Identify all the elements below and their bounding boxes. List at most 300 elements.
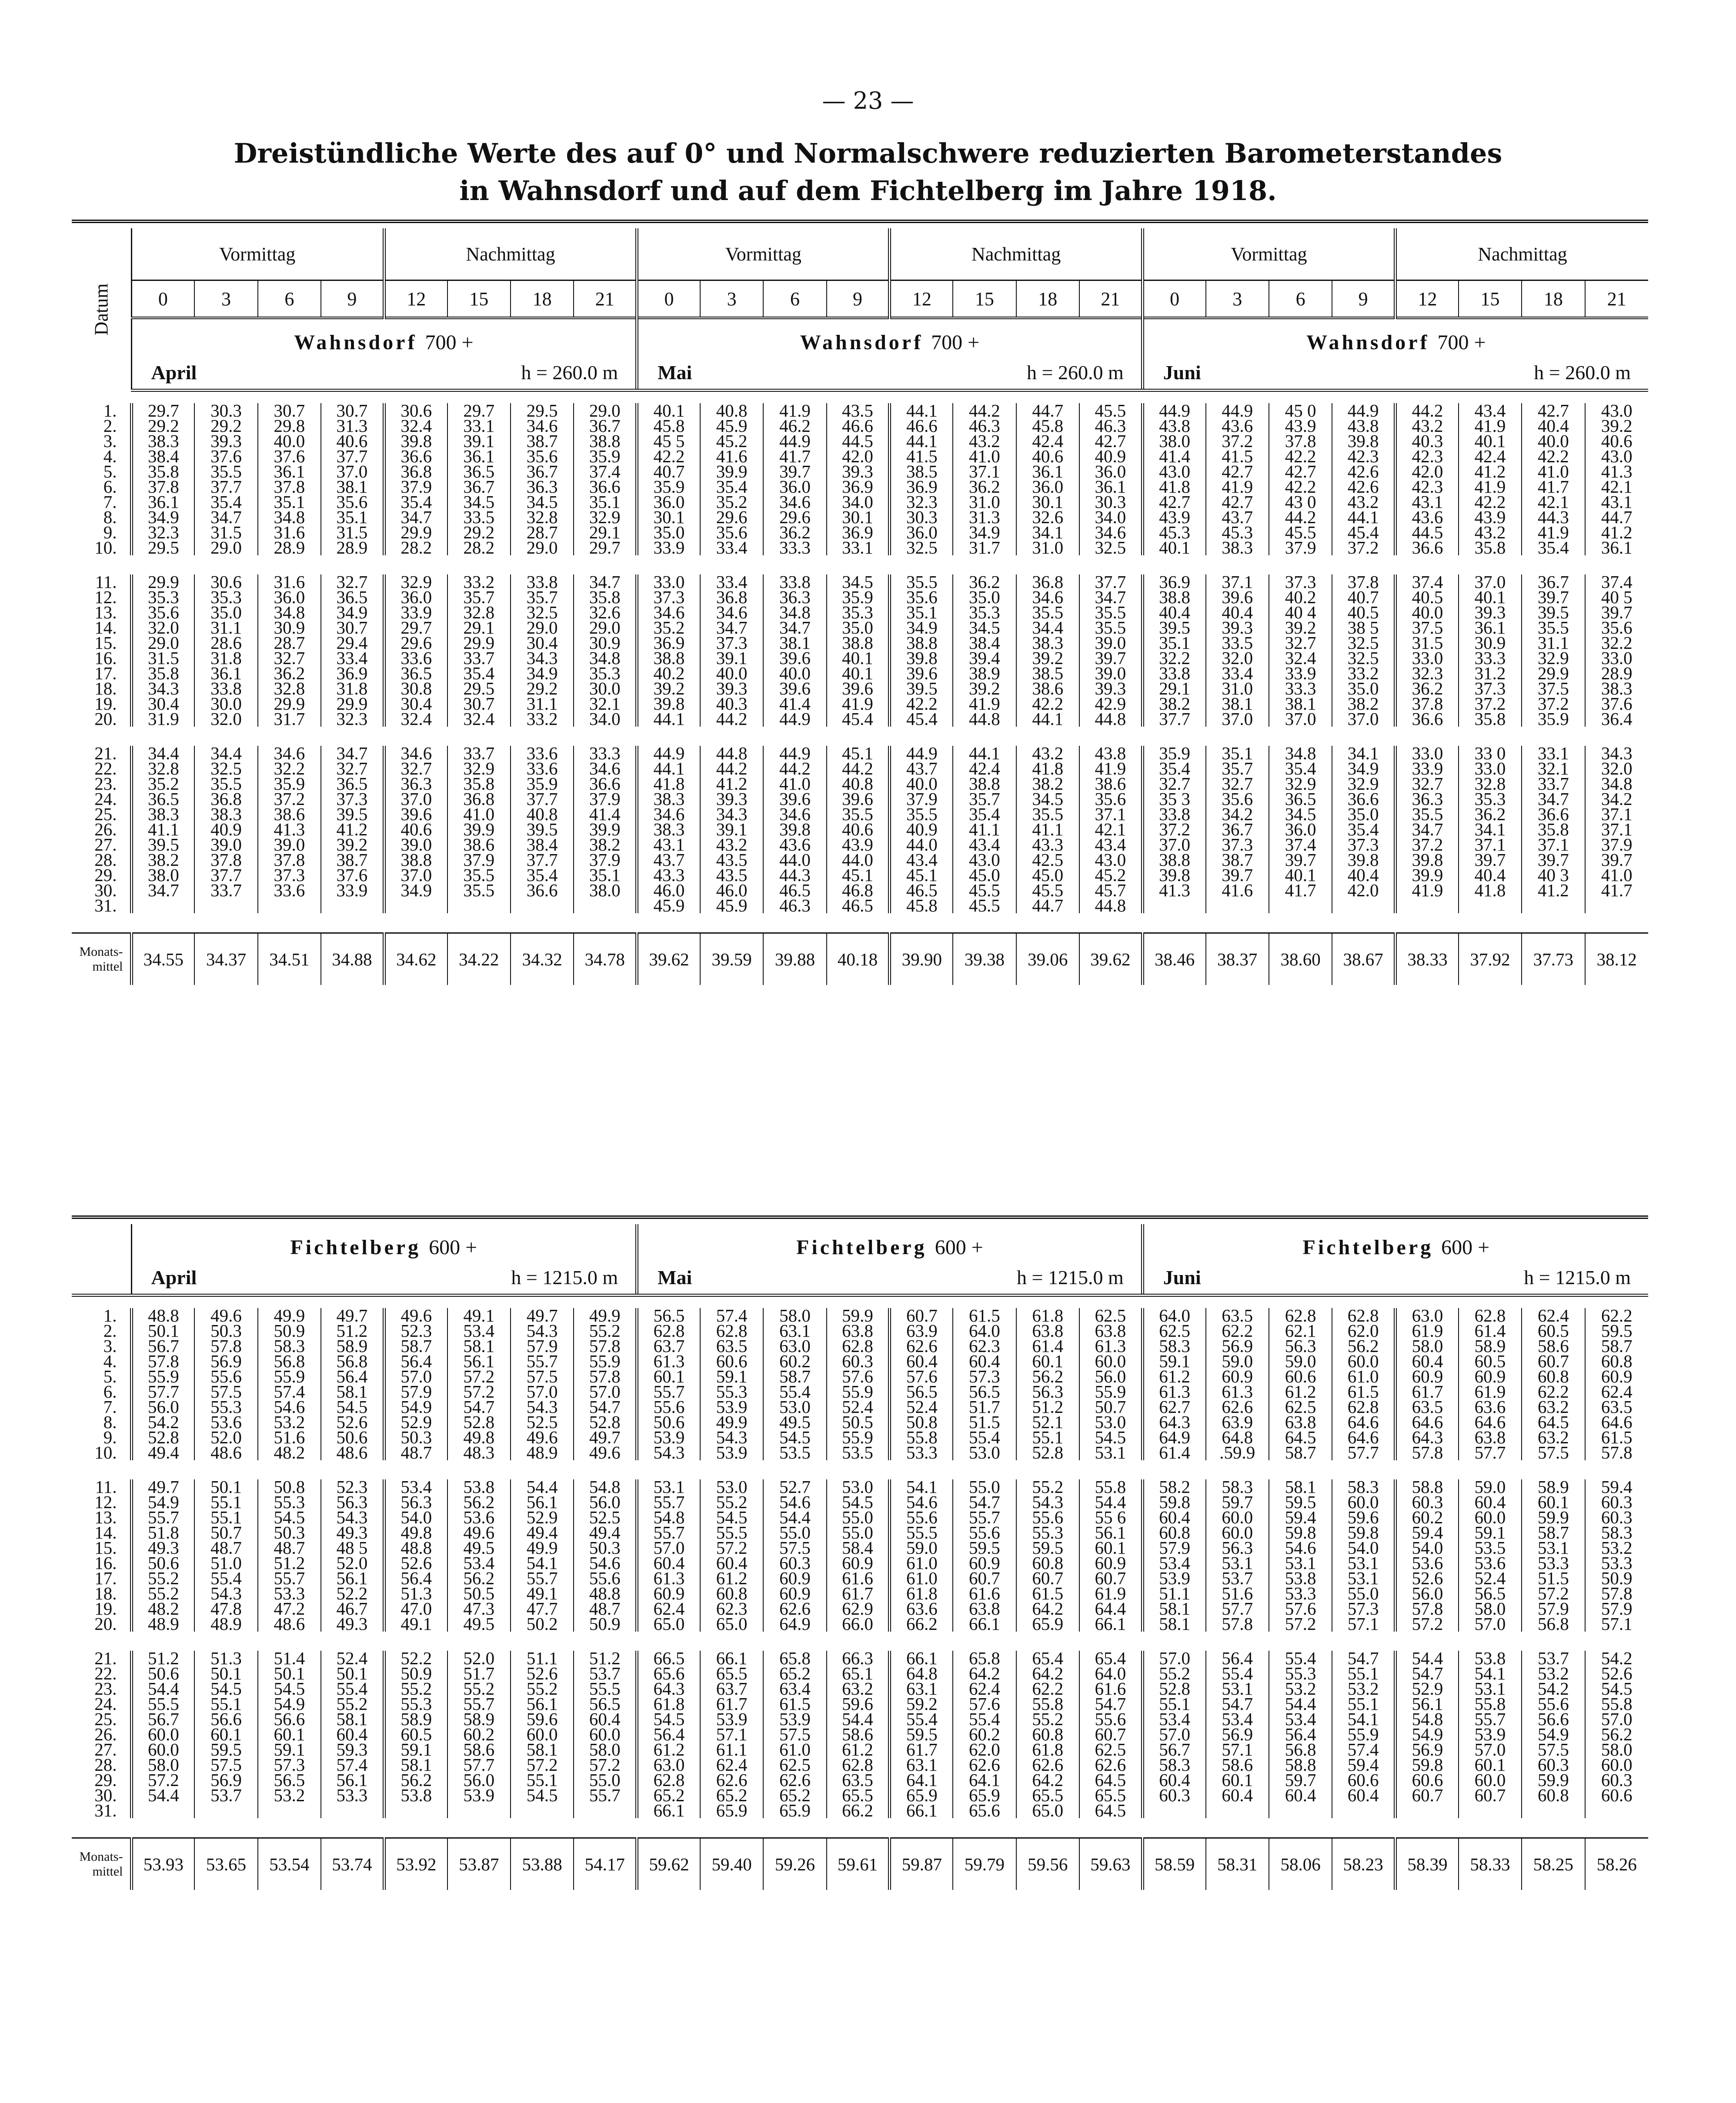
value-cell: 45.5 [1016,883,1079,898]
value-cell: 66.5 [637,1651,700,1666]
value-cell: 44.7 [1016,403,1079,418]
value-cell: 49.4 [511,1525,574,1540]
value-cell: 50.3 [384,1430,447,1445]
value-cell: 63.8 [1269,1415,1332,1430]
value-cell: 52.8 [1142,1681,1205,1696]
monatsmittel-line: Monats- [79,1849,123,1864]
value-cell: 37.2 [1142,822,1205,837]
value-cell: 53.9 [763,1712,826,1727]
value-cell: 46.5 [827,898,890,913]
table-row [72,590,1648,605]
value-cell: 35.1 [1206,746,1269,761]
table-row [72,540,1648,555]
value-cell: 44.3 [763,868,826,883]
value-cell: 57.2 [1395,1616,1459,1632]
value-cell: 49.5 [447,1616,511,1632]
value-cell: 34.7 [1079,590,1142,605]
value-cell: 57.4 [700,1308,763,1323]
value-cell: 37.7 [1142,711,1205,727]
value-cell: 34.8 [574,651,637,666]
value-cell: 39.9 [447,822,511,837]
value-cell: 61.7 [700,1696,763,1712]
value-cell: 31.5 [194,525,257,540]
value-cell: 31.0 [1016,540,1079,555]
value-cell: 40.8 [700,403,763,418]
value-cell: 42.6 [1332,479,1395,494]
day-number: 31. [94,898,117,913]
value-cell: 55.4 [953,1712,1016,1727]
value-cell: 29.0 [574,403,637,418]
value-cell: 32.9 [1269,776,1332,791]
day-number: 17. [94,666,117,681]
value-cell: 45.1 [827,746,890,761]
value-cell: 45.5 [1269,525,1332,540]
value-cell: 56.2 [447,1571,511,1586]
value-cell: 57.0 [1459,1616,1522,1632]
value-cell: 37.1 [1459,837,1522,852]
value-cell: 57.2 [700,1540,763,1556]
value-cell: 66.1 [890,1803,953,1818]
value-cell: 58.9 [1522,1479,1585,1495]
value-cell: 36.6 [574,479,637,494]
value-cell: 34.3 [700,807,763,822]
value-cell: 59.6 [1332,1510,1395,1525]
value-cell: 52.6 [1585,1666,1648,1681]
value-cell: 37.1 [1585,822,1648,837]
table-row [72,1540,1648,1556]
value-cell: 63.2 [1522,1399,1585,1415]
value-cell: 42.2 [1522,449,1585,464]
value-cell: 61.9 [1079,1586,1142,1601]
value-cell: 57.8 [574,1339,637,1354]
month-label: Mai [658,1266,692,1289]
value-cell: 55.6 [1522,1696,1585,1712]
value-cell: 52.0 [321,1556,384,1571]
value-cell: 40.9 [890,822,953,837]
value-cell: 57.0 [1142,1651,1205,1666]
value-cell: 57.8 [574,1369,637,1384]
value-cell: 65.4 [1016,1651,1079,1666]
value-cell: 39.6 [827,791,890,807]
value-cell: 51.4 [258,1651,321,1666]
station-name [638,1235,1141,1259]
value-cell: 38.3 [131,807,194,822]
value-cell: 36.8 [194,791,257,807]
value-cell: 43.5 [700,852,763,868]
value-cell: 36.3 [384,776,447,791]
value-cell: 40.6 [1585,434,1648,449]
value-cell: 44.2 [700,711,763,727]
value-cell: 55.7 [511,1354,574,1369]
value-cell: 56.1 [1079,1525,1142,1540]
value-cell: 52.6 [1395,1571,1459,1586]
value-cell: 53.9 [1459,1727,1522,1742]
table-row [72,1525,1648,1540]
value-cell: 34.5 [447,494,511,510]
value-cell: 40.0 [1522,434,1585,449]
value-cell: 36.6 [1395,711,1459,727]
value-cell: 31.0 [953,494,1016,510]
value-cell: 55.0 [827,1525,890,1540]
value-cell: 36.8 [1016,574,1079,590]
value-cell: 29.6 [763,510,826,525]
value-cell: 60.1 [1459,1757,1522,1773]
value-cell: 64.5 [1079,1773,1142,1788]
value-cell: 54.8 [637,1510,700,1525]
value-cell: 57.9 [1142,1540,1205,1556]
value-cell: 57.7 [131,1384,194,1399]
value-cell: 55.2 [1142,1666,1205,1681]
station-box [638,1224,1141,1294]
value-cell: 39.8 [1332,852,1395,868]
value-cell: 39.1 [700,822,763,837]
value-cell: 59.5 [890,1727,953,1742]
value-cell: 50.1 [194,1666,257,1681]
value-cell: 32.7 [321,574,384,590]
value-cell: 63.9 [890,1323,953,1339]
value-cell: 38.5 [890,464,953,479]
value-cell: 37.7 [511,852,574,868]
value-cell: 63.6 [890,1601,953,1616]
value-cell: 63.8 [1459,1430,1522,1445]
value-cell: 53.8 [1459,1651,1522,1666]
value-cell: 55.1 [1142,1696,1205,1712]
data-table [72,1215,1648,1890]
value-cell: 61.3 [637,1571,700,1586]
value-cell [1522,1803,1585,1818]
value-cell: 65.4 [1079,1651,1142,1666]
value-cell: 55.6 [194,1369,257,1384]
value-cell: 39.3 [700,681,763,696]
day-number: 9. [103,525,117,540]
value-cell: 56.3 [384,1495,447,1510]
value-cell: 36.1 [1016,464,1079,479]
value-cell: 48.7 [194,1540,257,1556]
value-cell: 38.1 [763,635,826,651]
value-cell: 36.2 [953,574,1016,590]
value-cell: 55.3 [700,1384,763,1399]
value-cell: 66.2 [827,1803,890,1818]
datum-label: Datum [90,283,112,336]
value-cell: 59.2 [890,1696,953,1712]
value-cell: 51.2 [574,1651,637,1666]
value-cell: 58.1 [511,1742,574,1757]
value-cell: 55.2 [700,1495,763,1510]
value-cell: 42.0 [1395,464,1459,479]
value-cell: 30.6 [384,403,447,418]
value-cell: 56.0 [574,1495,637,1510]
table-row [72,449,1648,464]
value-cell: 55.7 [574,1788,637,1803]
value-cell: 40.4 [1142,605,1205,620]
value-cell: 32.5 [511,605,574,620]
table-row [72,761,1648,776]
page-number: — 23 — [822,87,914,114]
value-cell: 33.6 [258,883,321,898]
value-cell: 64.8 [1206,1430,1269,1445]
value-cell: 62.5 [1079,1742,1142,1757]
value-cell: 53.4 [1142,1556,1205,1571]
value-cell: 34.9 [511,666,574,681]
value-cell: 38.2 [1142,696,1205,711]
value-cell: 53.4 [384,1479,447,1495]
value-cell: 34.8 [1585,776,1648,791]
value-cell: 34.5 [1016,791,1079,807]
value-cell: 44.5 [1395,525,1459,540]
value-cell: 32.8 [447,605,511,620]
day-number: 4. [103,1354,117,1369]
value-cell: 57.7 [1332,1445,1395,1460]
value-cell: 41.6 [1206,883,1269,898]
value-cell: 53.8 [447,1479,511,1495]
value-cell: 36.2 [1395,681,1459,696]
value-cell: 41.3 [1142,883,1205,898]
value-cell: 54.2 [1522,1681,1585,1696]
value-cell: 35.0 [1332,681,1395,696]
value-cell: 57.1 [1206,1742,1269,1757]
value-cell: 56.1 [511,1495,574,1510]
value-cell: 53.2 [1332,1681,1395,1696]
value-cell: 51.2 [1016,1399,1079,1415]
value-cell: 54.2 [131,1415,194,1430]
monthly-mean-value: 39.90 [890,933,953,985]
value-cell [1269,1803,1332,1818]
value-cell: 50.9 [574,1616,637,1632]
monthly-mean-value: 59.63 [1079,1838,1142,1890]
value-cell: 60.3 [763,1556,826,1571]
monthly-mean-value: 53.93 [131,1838,194,1890]
nachmittag-label: Nachmittag [890,228,1142,280]
value-cell: 60.9 [1459,1369,1522,1384]
value-cell: 33.9 [637,540,700,555]
value-cell: 52.4 [890,1399,953,1415]
day-number: 21. [94,746,117,761]
value-cell: 60.6 [700,1354,763,1369]
value-cell: 41.4 [574,807,637,822]
value-cell: 59.8 [1395,1757,1459,1773]
value-cell: 36.5 [1269,791,1332,807]
monthly-mean-value: 58.26 [1585,1838,1648,1890]
value-cell: 55.0 [827,1510,890,1525]
value-cell [1585,1803,1648,1818]
value-cell: 61.4 [1459,1323,1522,1339]
value-cell [1395,898,1459,913]
table-row [72,464,1648,479]
value-cell: 56.2 [1332,1339,1395,1354]
value-cell: 35.1 [890,605,953,620]
table-row [72,479,1648,494]
value-cell: 34.6 [1016,590,1079,605]
value-cell: 36.7 [1206,822,1269,837]
value-cell: 62.8 [1332,1308,1395,1323]
day-number: 12. [94,1495,117,1510]
value-cell: 60.9 [1079,1556,1142,1571]
value-cell: 62.0 [1332,1323,1395,1339]
value-cell: 55.1 [1332,1666,1395,1681]
value-cell: 61.5 [1585,1430,1648,1445]
value-cell: 52.0 [194,1430,257,1445]
value-cell: 37.2 [1522,696,1585,711]
value-cell: 42.3 [1395,449,1459,464]
value-cell: 41.7 [1269,883,1332,898]
station-box [1144,1224,1648,1294]
value-cell: 65.9 [890,1788,953,1803]
day-number: 8. [103,1415,117,1430]
value-cell: 43.3 [1016,837,1079,852]
value-cell: 33.3 [1269,681,1332,696]
value-cell: 31.0 [1206,681,1269,696]
value-cell: 62.8 [827,1339,890,1354]
value-cell: 63.5 [827,1773,890,1788]
value-cell: 36.6 [574,776,637,791]
value-cell: 66.3 [827,1651,890,1666]
value-cell: 53.3 [321,1788,384,1803]
value-cell: 39.7 [1459,852,1522,868]
value-cell: 35.9 [827,590,890,605]
value-cell: 50.6 [131,1666,194,1681]
value-cell: 55.6 [953,1525,1016,1540]
value-cell: 55.4 [1206,1666,1269,1681]
value-cell: 39.5 [511,822,574,837]
value-cell: 30.3 [890,510,953,525]
value-cell: 46.5 [763,883,826,898]
monthly-mean-value: 40.18 [827,933,890,985]
value-cell: 58.6 [1206,1757,1269,1773]
value-cell: 58.3 [1142,1757,1205,1773]
value-cell: 39.2 [953,681,1016,696]
value-cell: 53.9 [700,1399,763,1415]
value-cell: 55.7 [953,1510,1016,1525]
value-cell: 56.5 [1459,1586,1522,1601]
value-cell: 34.6 [763,807,826,822]
value-cell: 62.2 [1016,1681,1079,1696]
value-cell: 39.7 [1079,651,1142,666]
value-cell: 54.0 [1395,1540,1459,1556]
table-row [72,1354,1648,1369]
value-cell: 49.7 [321,1308,384,1323]
value-cell: 62.5 [1269,1399,1332,1415]
value-cell: 48.8 [574,1586,637,1601]
table-wahnsdorf [72,220,1648,985]
value-cell: 44.9 [1142,403,1205,418]
value-cell: 42.4 [953,761,1016,776]
value-cell: 53.4 [1142,1712,1205,1727]
value-cell: 35.9 [574,449,637,464]
value-cell: 37.5 [1395,620,1459,635]
value-cell: 35.3 [1459,791,1522,807]
value-cell: 56.6 [258,1712,321,1727]
value-cell: 55.1 [194,1510,257,1525]
value-cell: 57.1 [1585,1616,1648,1632]
value-cell: 33.8 [1142,807,1205,822]
value-cell: 30.9 [1459,635,1522,651]
value-cell: 37.9 [1585,837,1648,852]
value-cell: 60.1 [258,1727,321,1742]
value-cell: 64.5 [1269,1430,1332,1445]
value-cell: 35.6 [1206,791,1269,807]
value-cell: 44.1 [1332,510,1395,525]
value-cell: 60.8 [1522,1369,1585,1384]
value-cell: 60.0 [1332,1495,1395,1510]
day-number: 19. [94,1601,117,1616]
hour-label: 12 [1395,280,1459,318]
value-cell: 62.8 [1332,1399,1395,1415]
value-cell: 32.1 [574,696,637,711]
value-cell: 66.1 [700,1651,763,1666]
value-cell: 45.5 [953,898,1016,913]
value-cell: 56.7 [1142,1742,1205,1757]
monthly-mean-value: 59.62 [637,1838,700,1890]
value-cell: 44.2 [827,761,890,776]
value-cell: 45.4 [890,711,953,727]
value-cell: 56.5 [258,1773,321,1788]
table-row [72,1586,1648,1601]
value-cell: 56.6 [1522,1712,1585,1727]
value-cell: 42.2 [1016,696,1079,711]
monthly-mean-value: 58.33 [1459,1838,1522,1890]
value-cell: 57.6 [890,1369,953,1384]
value-cell: 51.1 [511,1651,574,1666]
value-cell: 44.1 [953,746,1016,761]
value-cell: 35.5 [1079,620,1142,635]
value-cell: 34.8 [763,605,826,620]
monthly-mean-row [72,1838,1648,1890]
hour-label: 21 [574,280,637,318]
value-cell: 50.1 [258,1666,321,1681]
value-cell: 58.0 [131,1757,194,1773]
value-cell: 46.0 [637,883,700,898]
value-cell: 41.9 [1206,479,1269,494]
value-cell: 60.2 [763,1354,826,1369]
value-cell: 64.4 [1079,1601,1142,1616]
value-cell: 36.9 [890,479,953,494]
value-cell: 40.4 [1459,868,1522,883]
value-cell: 66.1 [890,1651,953,1666]
value-cell: 52.8 [447,1415,511,1430]
value-cell: 53.0 [1079,1415,1142,1430]
value-cell: 36.5 [321,590,384,605]
value-cell: 65.9 [953,1788,1016,1803]
value-cell: 59.1 [700,1369,763,1384]
monthly-mean-value: 34.37 [194,933,257,985]
value-cell: 56.0 [131,1399,194,1415]
value-cell: 32.2 [1585,635,1648,651]
value-cell: 33.3 [574,746,637,761]
value-cell: 40.7 [1332,590,1395,605]
value-cell: .59.9 [1206,1445,1269,1460]
value-cell: 61.5 [763,1696,826,1712]
value-cell: 50.1 [131,1323,194,1339]
value-cell: 55.6 [574,1571,637,1586]
value-cell: 57.7 [1206,1601,1269,1616]
value-cell: 41.9 [763,403,826,418]
value-cell: 30.9 [258,620,321,635]
value-cell: 32.7 [258,651,321,666]
value-cell: 60.7 [890,1308,953,1323]
value-cell: 51.7 [447,1666,511,1681]
value-cell: 38 5 [1332,620,1395,635]
value-cell: 55.1 [1332,1696,1395,1712]
value-cell: 55.5 [574,1681,637,1696]
value-cell: 30.7 [447,696,511,711]
hour-label: 12 [384,280,447,318]
hour-label: 0 [637,280,700,318]
value-cell: 37.2 [1206,434,1269,449]
value-cell: 64.0 [1079,1666,1142,1681]
value-cell [258,1803,321,1818]
value-cell: 36.6 [1395,540,1459,555]
value-cell: 63.0 [1395,1308,1459,1323]
